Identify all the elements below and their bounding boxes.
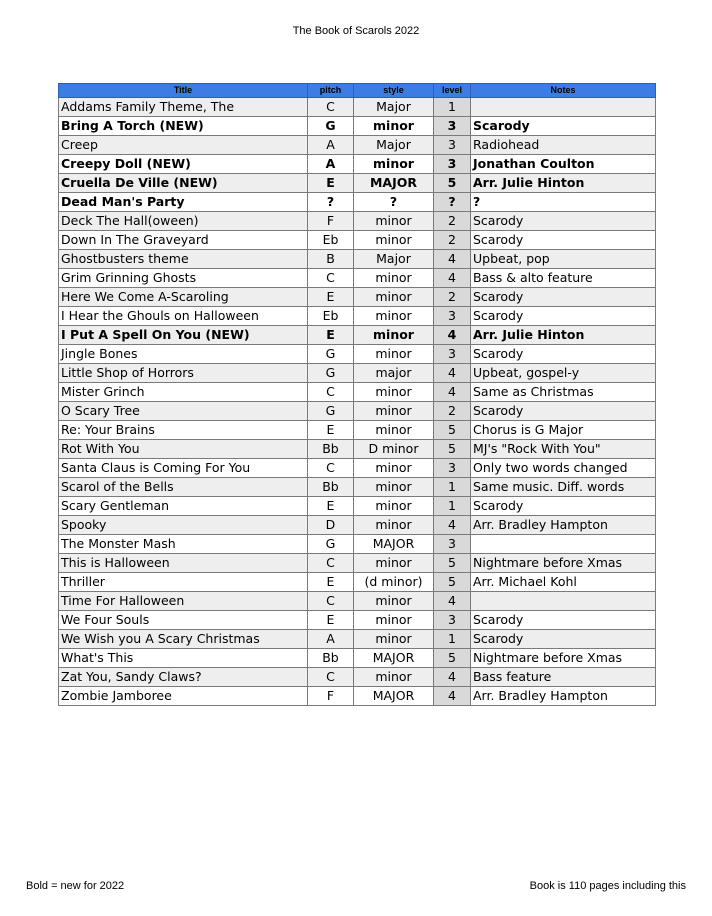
table-row [59, 231, 656, 250]
song-title-cell: Jingle Bones [59, 345, 308, 364]
song-title-cell: Spooky [59, 516, 308, 535]
pitch-cell: A [308, 630, 354, 649]
table-row [59, 535, 656, 554]
level-cell: 1 [434, 478, 471, 497]
level-cell: 4 [434, 668, 471, 687]
style-cell: major [354, 364, 434, 383]
song-title-cell: Ghostbusters theme [59, 250, 308, 269]
level-cell: 1 [434, 98, 471, 117]
style-cell: minor [354, 307, 434, 326]
pitch-cell: D [308, 516, 354, 535]
style-cell: minor [354, 459, 434, 478]
level-cell: 5 [434, 174, 471, 193]
style-cell: MAJOR [354, 174, 434, 193]
song-title-cell: Cruella De Ville (NEW) [59, 174, 308, 193]
song-title-cell: Scarol of the Bells [59, 478, 308, 497]
table-row [59, 592, 656, 611]
song-title-cell: This is Halloween [59, 554, 308, 573]
table-row [59, 345, 656, 364]
level-cell: 2 [434, 288, 471, 307]
song-title-cell: I Put A Spell On You (NEW) [59, 326, 308, 345]
song-title-cell: Mister Grinch [59, 383, 308, 402]
pitch-cell: C [308, 459, 354, 478]
pitch-cell: A [308, 155, 354, 174]
style-cell: D minor [354, 440, 434, 459]
pitch-cell: C [308, 668, 354, 687]
level-cell: 5 [434, 421, 471, 440]
song-title-cell: Scary Gentleman [59, 497, 308, 516]
level-cell: 3 [434, 345, 471, 364]
table-row [59, 478, 656, 497]
pitch-cell: A [308, 136, 354, 155]
notes-cell: MJ's "Rock With You" [471, 440, 656, 459]
pitch-cell: E [308, 497, 354, 516]
notes-cell: Same music. Diff. words [471, 478, 656, 497]
style-cell: minor [354, 117, 434, 136]
style-cell: MAJOR [354, 649, 434, 668]
notes-cell: Scarody [471, 630, 656, 649]
table-row [59, 421, 656, 440]
level-cell: 1 [434, 497, 471, 516]
level-cell: 4 [434, 592, 471, 611]
style-cell: minor [354, 497, 434, 516]
notes-cell: Nightmare before Xmas [471, 554, 656, 573]
style-cell: (d minor) [354, 573, 434, 592]
notes-cell: Scarody [471, 345, 656, 364]
notes-cell: Scarody [471, 288, 656, 307]
style-cell: minor [354, 155, 434, 174]
level-cell: 2 [434, 231, 471, 250]
notes-cell: Arr. Michael Kohl [471, 573, 656, 592]
style-cell: minor [354, 383, 434, 402]
column-header-level: level [434, 84, 471, 98]
pitch-cell: C [308, 269, 354, 288]
song-title-cell: Thriller [59, 573, 308, 592]
style-cell: minor [354, 231, 434, 250]
pitch-cell: E [308, 174, 354, 193]
level-cell: 4 [434, 269, 471, 288]
column-header-style: style [354, 84, 434, 98]
song-title-cell: Grim Grinning Ghosts [59, 269, 308, 288]
notes-cell: Arr. Julie Hinton [471, 174, 656, 193]
pitch-cell: C [308, 383, 354, 402]
notes-cell: Radiohead [471, 136, 656, 155]
level-cell: 5 [434, 573, 471, 592]
song-title-cell: Creep [59, 136, 308, 155]
table-row [59, 288, 656, 307]
table-row [59, 611, 656, 630]
notes-cell [471, 98, 656, 117]
pitch-cell: G [308, 402, 354, 421]
level-cell: 4 [434, 250, 471, 269]
style-cell: minor [354, 516, 434, 535]
style-cell: MAJOR [354, 687, 434, 706]
pitch-cell: C [308, 554, 354, 573]
song-title-cell: Dead Man's Party [59, 193, 308, 212]
style-cell: minor [354, 630, 434, 649]
level-cell: 3 [434, 535, 471, 554]
level-cell: 2 [434, 212, 471, 231]
pitch-cell: G [308, 117, 354, 136]
song-title-cell: Zombie Jamboree [59, 687, 308, 706]
song-title-cell: Addams Family Theme, The [59, 98, 308, 117]
table-row [59, 687, 656, 706]
notes-cell: Scarody [471, 611, 656, 630]
song-title-cell: What's This [59, 649, 308, 668]
table-row [59, 98, 656, 117]
song-title-cell: We Four Souls [59, 611, 308, 630]
table-row [59, 459, 656, 478]
level-cell: 4 [434, 383, 471, 402]
level-cell: 5 [434, 649, 471, 668]
notes-cell: Scarody [471, 117, 656, 136]
notes-cell: Scarody [471, 497, 656, 516]
table-row [59, 630, 656, 649]
style-cell: minor [354, 421, 434, 440]
table-row [59, 668, 656, 687]
pitch-cell: E [308, 611, 354, 630]
level-cell: 1 [434, 630, 471, 649]
notes-cell: Upbeat, gospel-y [471, 364, 656, 383]
style-cell: minor [354, 345, 434, 364]
notes-cell: Bass feature [471, 668, 656, 687]
pitch-cell: Eb [308, 307, 354, 326]
pitch-cell: E [308, 288, 354, 307]
style-cell: minor [354, 269, 434, 288]
table-row [59, 440, 656, 459]
notes-cell: Nightmare before Xmas [471, 649, 656, 668]
notes-cell: ? [471, 193, 656, 212]
table-header-row [59, 84, 656, 98]
notes-cell: Arr. Julie Hinton [471, 326, 656, 345]
song-title-cell: Time For Halloween [59, 592, 308, 611]
level-cell: 5 [434, 440, 471, 459]
notes-cell: Bass & alto feature [471, 269, 656, 288]
song-title-cell: Deck The Hall(oween) [59, 212, 308, 231]
song-title-cell: Down In The Graveyard [59, 231, 308, 250]
level-cell: 3 [434, 611, 471, 630]
song-title-cell: I Hear the Ghouls on Halloween [59, 307, 308, 326]
pitch-cell: G [308, 535, 354, 554]
footer-page-count: Book is 110 pages including this [529, 880, 686, 892]
notes-cell: Chorus is G Major [471, 421, 656, 440]
pitch-cell: F [308, 687, 354, 706]
table-row [59, 174, 656, 193]
song-title-cell: The Monster Mash [59, 535, 308, 554]
table-row [59, 117, 656, 136]
style-cell: minor [354, 554, 434, 573]
notes-cell: Scarody [471, 231, 656, 250]
table-row [59, 250, 656, 269]
song-title-cell: Santa Claus is Coming For You [59, 459, 308, 478]
level-cell: 3 [434, 136, 471, 155]
song-title-cell: Little Shop of Horrors [59, 364, 308, 383]
table-row [59, 136, 656, 155]
level-cell: 3 [434, 459, 471, 478]
song-title-cell: Rot With You [59, 440, 308, 459]
pitch-cell: E [308, 421, 354, 440]
table-row [59, 516, 656, 535]
table-row [59, 497, 656, 516]
pitch-cell: C [308, 592, 354, 611]
table-row [59, 573, 656, 592]
level-cell: 4 [434, 364, 471, 383]
song-table [58, 83, 656, 706]
notes-cell: Scarody [471, 307, 656, 326]
pitch-cell: Bb [308, 478, 354, 497]
table-row [59, 364, 656, 383]
notes-cell: Only two words changed [471, 459, 656, 478]
notes-cell: Scarody [471, 402, 656, 421]
level-cell: 2 [434, 402, 471, 421]
level-cell: 3 [434, 117, 471, 136]
style-cell: Major [354, 250, 434, 269]
pitch-cell: C [308, 98, 354, 117]
level-cell: 4 [434, 687, 471, 706]
song-title-cell: Re: Your Brains [59, 421, 308, 440]
song-title-cell: O Scary Tree [59, 402, 308, 421]
notes-cell: Arr. Bradley Hampton [471, 516, 656, 535]
pitch-cell: Eb [308, 231, 354, 250]
level-cell: 5 [434, 554, 471, 573]
column-header-notes: Notes [471, 84, 656, 98]
table-row [59, 326, 656, 345]
song-title-cell: Creepy Doll (NEW) [59, 155, 308, 174]
song-title-cell: We Wish you A Scary Christmas [59, 630, 308, 649]
song-title-cell: Here We Come A-Scaroling [59, 288, 308, 307]
level-cell: 4 [434, 326, 471, 345]
pitch-cell: E [308, 573, 354, 592]
song-title-cell: Zat You, Sandy Claws? [59, 668, 308, 687]
pitch-cell: Bb [308, 440, 354, 459]
pitch-cell: ? [308, 193, 354, 212]
table-row [59, 307, 656, 326]
pitch-cell: G [308, 345, 354, 364]
level-cell: 3 [434, 307, 471, 326]
column-header-title: Title [59, 84, 308, 98]
style-cell: minor [354, 592, 434, 611]
style-cell: minor [354, 668, 434, 687]
notes-cell [471, 535, 656, 554]
style-cell: Major [354, 136, 434, 155]
pitch-cell: Bb [308, 649, 354, 668]
table-row [59, 269, 656, 288]
style-cell: minor [354, 611, 434, 630]
notes-cell: Jonathan Coulton [471, 155, 656, 174]
notes-cell: Same as Christmas [471, 383, 656, 402]
pitch-cell: G [308, 364, 354, 383]
level-cell: ? [434, 193, 471, 212]
footer-legend: Bold = new for 2022 [26, 880, 125, 892]
pitch-cell: B [308, 250, 354, 269]
style-cell: minor [354, 326, 434, 345]
style-cell: ? [354, 193, 434, 212]
pitch-cell: F [308, 212, 354, 231]
style-cell: Major [354, 98, 434, 117]
style-cell: minor [354, 478, 434, 497]
table-row [59, 212, 656, 231]
style-cell: MAJOR [354, 535, 434, 554]
table-row [59, 155, 656, 174]
table-row [59, 554, 656, 573]
notes-cell: Scarody [471, 212, 656, 231]
table-row [59, 383, 656, 402]
song-title-cell: Bring A Torch (NEW) [59, 117, 308, 136]
level-cell: 3 [434, 155, 471, 174]
table-row [59, 402, 656, 421]
pitch-cell: E [308, 326, 354, 345]
notes-cell: Upbeat, pop [471, 250, 656, 269]
table-row [59, 193, 656, 212]
column-header-pitch: pitch [308, 84, 354, 98]
table-row [59, 649, 656, 668]
page-title: The Book of Scarols 2022 [292, 25, 420, 37]
style-cell: minor [354, 288, 434, 307]
level-cell: 4 [434, 516, 471, 535]
notes-cell [471, 592, 656, 611]
notes-cell: Arr. Bradley Hampton [471, 687, 656, 706]
style-cell: minor [354, 212, 434, 231]
style-cell: minor [354, 402, 434, 421]
